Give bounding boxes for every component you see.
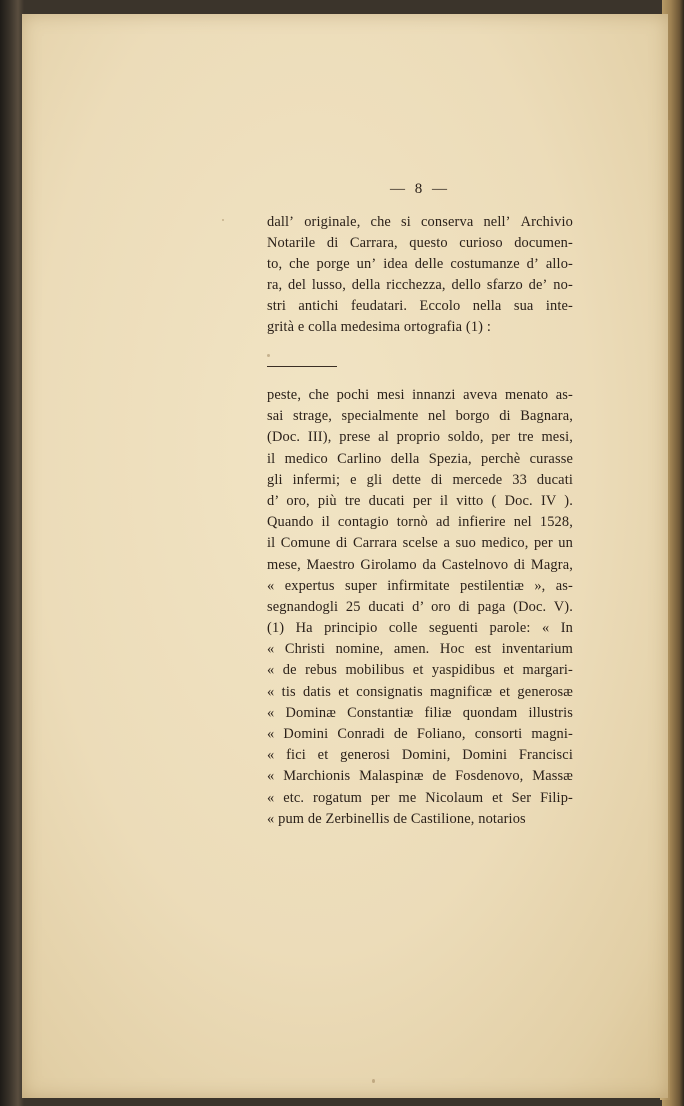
body-word: dall’: [267, 214, 295, 230]
body-word: d’: [526, 256, 539, 272]
body-word: che: [370, 214, 391, 230]
footnote-line: il medico Carlino della Spezia, perchè curasse: [267, 450, 573, 467]
body-word: stri: [267, 298, 286, 314]
footnote-line: gli infermi; e gli dette di mercede 33 ducati: [267, 471, 573, 488]
body-word: questo: [409, 235, 448, 251]
body-word: delle: [414, 256, 444, 272]
footnote-line: « pum de Zerbinellis de Castilione, notarios: [267, 810, 526, 827]
footnotes: [267, 385, 573, 830]
body-word: porge: [316, 256, 350, 272]
paper-foxing-spot: [222, 219, 224, 221]
footnote-line: sai strage, specialmente nel borgo di Bagnara,: [267, 408, 573, 425]
footnote-line: Quando il contagio tornò ad infierire nel 1528,: [267, 514, 573, 531]
body-word: nella: [472, 298, 502, 314]
body-word: della: [351, 277, 381, 293]
footnote-line: peste, che pochi mesi innanzi aveva menato as-: [267, 387, 573, 403]
page-text-block: [267, 180, 573, 830]
body-word: de’: [528, 277, 548, 293]
footnote-line: « Domini Conradi de Foliano, consorti magni-: [267, 726, 573, 742]
footnote-line: « Marchionis Malaspinæ de Fosdenovo, Massæ: [267, 768, 573, 785]
footnote-line: « etc. rogatum per me Nicolaum et Ser Filip-: [267, 789, 573, 806]
body-word: nell’: [483, 214, 511, 230]
body-word: un’: [356, 256, 377, 272]
body-word: Archivio: [520, 214, 573, 230]
body-word: conserva: [421, 214, 474, 230]
body-word: dello: [451, 277, 482, 293]
footnote-line: d’ oro, più tre ducati per il vitto ( Doc. IV ).: [267, 492, 573, 509]
body-line: [267, 275, 573, 296]
footnote-line: il Comune di Carrara scelse a suo medico, per un: [267, 535, 573, 552]
footnote-line: « de rebus mobilibus et yaspidibus et margari-: [267, 662, 573, 679]
body-word: sfarzo: [486, 277, 523, 293]
body-line: [267, 233, 573, 254]
body-word: ra,: [267, 277, 283, 293]
body-word: no-: [553, 277, 573, 293]
body-word: sua: [513, 298, 534, 314]
body-word: inte-: [545, 298, 573, 314]
body-word: di: [326, 235, 339, 251]
body-word: allo-: [545, 256, 573, 272]
footnote-line: « expertus super infirmitate pestilentiæ », as-: [267, 577, 573, 594]
body-word: che: [289, 256, 310, 272]
body-word: costumanze: [450, 256, 520, 272]
body-line: grità e colla medesima ortografia (1) :: [267, 319, 492, 335]
body-word: del: [288, 277, 307, 293]
body-word: antichi: [298, 298, 339, 314]
body-line: [267, 254, 573, 275]
footnote-line: (1) Ha principio colle seguenti parole: « In: [267, 620, 573, 637]
footnote-line: mese, Maestro Girolamo da Castelnovo di Magra,: [267, 556, 573, 573]
body-line: [267, 212, 573, 233]
body-word: si: [401, 214, 411, 230]
footnote-line: segnandogli 25 ducati d’ oro di paga (Doc. V).: [267, 598, 573, 615]
paper-foxing-spot: [372, 1079, 375, 1083]
body-word: Notarile: [267, 235, 316, 251]
body-word: ricchezza,: [386, 277, 446, 293]
body-word: documen-: [514, 235, 573, 251]
body-word: idea: [383, 256, 408, 272]
body-line: [267, 296, 573, 317]
body-word: curioso: [459, 235, 503, 251]
page-number: — 8 —: [390, 181, 450, 197]
body-word: Carrara,: [349, 235, 398, 251]
body-paragraph: [267, 212, 573, 338]
footnote-line: « fici et generosi Domini, Domini Francisci: [267, 747, 573, 764]
body-word: Eccolo: [419, 298, 461, 314]
footnote-line: « Dominæ Constantiæ filiæ quondam illustris: [267, 704, 573, 721]
body-word: feudatari.: [350, 298, 408, 314]
footnote-line: « Christi nomine, amen. Hoc est inventarium: [267, 641, 573, 658]
footnote-line: (Doc. III), prese al proprio soldo, per tre mesi,: [267, 429, 573, 446]
footnote-line: « tis datis et consignatis magnificæ et generosæ: [267, 683, 573, 700]
body-word: originale,: [304, 214, 361, 230]
footnote-separator-rule: [267, 366, 337, 367]
body-word: to,: [267, 256, 283, 272]
body-word: lusso,: [311, 277, 346, 293]
